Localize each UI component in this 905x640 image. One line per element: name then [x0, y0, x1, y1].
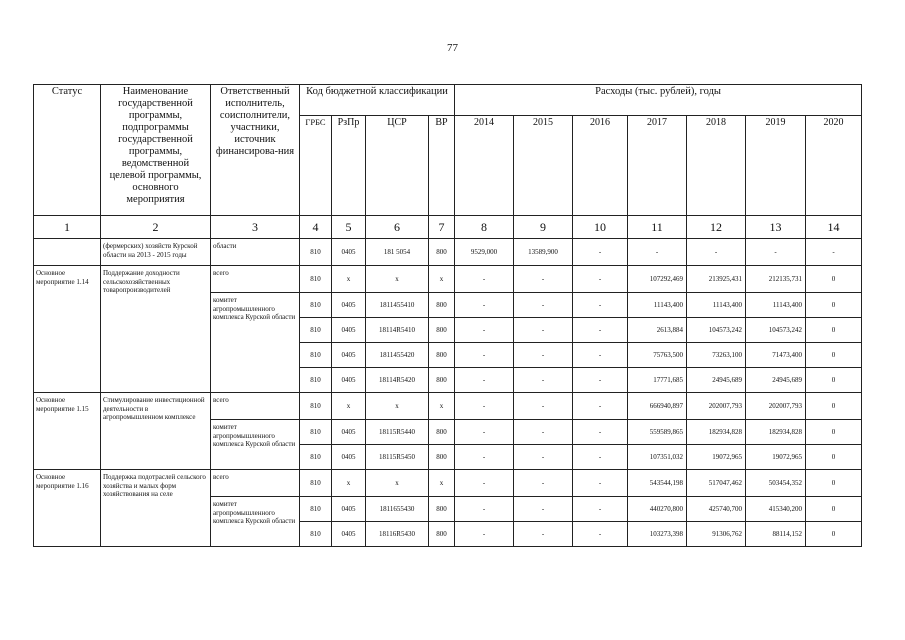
value-cell: 24945,689 [746, 368, 806, 393]
value-cell: - [573, 497, 628, 522]
responsible-cell: всего [211, 266, 300, 293]
value-cell: - [455, 497, 514, 522]
column-number: 8 [455, 216, 514, 239]
value-cell: 0 [806, 343, 862, 368]
vr-cell: х [429, 470, 455, 497]
status-cell: Основное мероприятие 1.14 [34, 266, 101, 393]
rzpr-cell: 0405 [332, 239, 366, 266]
value-cell: 559589,865 [628, 420, 687, 445]
value-cell: - [573, 522, 628, 547]
vr-cell: 800 [429, 522, 455, 547]
value-cell: 0 [806, 318, 862, 343]
value-cell: - [687, 239, 746, 266]
rzpr-cell: 0405 [332, 368, 366, 393]
vr-cell: 800 [429, 368, 455, 393]
value-cell: 213925,431 [687, 266, 746, 293]
rzpr-cell: х [332, 266, 366, 293]
value-cell: - [514, 368, 573, 393]
csr-cell: х [366, 470, 429, 497]
value-cell: 107351,032 [628, 445, 687, 470]
value-cell: 13589,900 [514, 239, 573, 266]
name-cell: (фермерских) хозяйств Курской области на 2013 - 2015 годы [101, 239, 211, 266]
value-cell: 212135,731 [746, 266, 806, 293]
value-cell: - [573, 420, 628, 445]
rzpr-cell: 0405 [332, 497, 366, 522]
csr-cell: х [366, 266, 429, 293]
table-row [34, 393, 862, 420]
name-cell: Поддержка подотраслей сельского хозяйства и малых форм хозяйствования на селе [101, 470, 211, 547]
responsible-cell: всего [211, 393, 300, 420]
value-cell: - [514, 318, 573, 343]
value-cell: 2613,884 [628, 318, 687, 343]
table-row [34, 239, 862, 266]
rzpr-cell: 0405 [332, 420, 366, 445]
column-number: 14 [806, 216, 862, 239]
rzpr-cell: х [332, 393, 366, 420]
value-cell: 91306,762 [687, 522, 746, 547]
value-cell: 104573,242 [746, 318, 806, 343]
header-status: Статус [34, 85, 101, 216]
value-cell: - [573, 470, 628, 497]
value-cell: - [455, 343, 514, 368]
column-number: 6 [366, 216, 429, 239]
status-cell: Основное мероприятие 1.15 [34, 393, 101, 470]
value-cell: 425740,700 [687, 497, 746, 522]
column-number: 9 [514, 216, 573, 239]
grbs-cell: 810 [300, 266, 332, 293]
value-cell: 11143,400 [746, 293, 806, 318]
status-cell: Основное мероприятие 1.16 [34, 470, 101, 547]
vr-cell: 800 [429, 343, 455, 368]
column-number: 10 [573, 216, 628, 239]
page-number: 77 [447, 42, 458, 54]
value-cell: 0 [806, 393, 862, 420]
rzpr-cell: х [332, 470, 366, 497]
value-cell: - [573, 318, 628, 343]
header-code-group: Код бюджетной классификации [300, 85, 455, 116]
header-year: 2020 [806, 116, 862, 216]
name-cell: Поддержание доходности сельскохозяйственных товаропроизводителей [101, 266, 211, 393]
column-number: 13 [746, 216, 806, 239]
responsible-cell: всего [211, 470, 300, 497]
header-year: 2017 [628, 116, 687, 216]
rzpr-cell: 0405 [332, 293, 366, 318]
header-year: 2016 [573, 116, 628, 216]
value-cell: 24945,689 [687, 368, 746, 393]
value-cell: - [628, 239, 687, 266]
value-cell: 11143,400 [628, 293, 687, 318]
csr-cell: 181 5054 [366, 239, 429, 266]
value-cell: 517047,462 [687, 470, 746, 497]
responsible-cell: комитет агропромышленного комплекса Курской области [211, 497, 300, 547]
vr-cell: х [429, 393, 455, 420]
value-cell: - [455, 522, 514, 547]
value-cell: - [514, 420, 573, 445]
csr-cell: 18115R5440 [366, 420, 429, 445]
responsible-cell: комитет агропромышленного комплекса Курской области [211, 420, 300, 470]
header-rzpr: РзПр [332, 116, 366, 216]
rzpr-cell: 0405 [332, 343, 366, 368]
vr-cell: х [429, 266, 455, 293]
table-row [34, 470, 862, 497]
csr-cell: 1811655430 [366, 497, 429, 522]
value-cell: - [573, 445, 628, 470]
value-cell: 0 [806, 420, 862, 445]
vr-cell: 800 [429, 420, 455, 445]
value-cell: - [514, 293, 573, 318]
csr-cell: х [366, 393, 429, 420]
value-cell: 17771,685 [628, 368, 687, 393]
value-cell: 75763,500 [628, 343, 687, 368]
grbs-cell: 810 [300, 293, 332, 318]
value-cell: 415340,200 [746, 497, 806, 522]
value-cell: 202007,793 [687, 393, 746, 420]
column-number: 1 [34, 216, 101, 239]
grbs-cell: 810 [300, 522, 332, 547]
value-cell: 73263,100 [687, 343, 746, 368]
value-cell: 503454,352 [746, 470, 806, 497]
header-csr: ЦСР [366, 116, 429, 216]
value-cell: - [514, 522, 573, 547]
value-cell: - [514, 470, 573, 497]
value-cell: - [455, 470, 514, 497]
vr-cell: 800 [429, 239, 455, 266]
grbs-cell: 810 [300, 470, 332, 497]
csr-cell: 1811455410 [366, 293, 429, 318]
header-year: 2018 [687, 116, 746, 216]
grbs-cell: 810 [300, 343, 332, 368]
header-responsible: Ответственный исполнитель, соисполнители, участники, источник финансирова-ния [211, 85, 300, 216]
grbs-cell: 810 [300, 420, 332, 445]
vr-cell: 800 [429, 445, 455, 470]
grbs-cell: 810 [300, 239, 332, 266]
value-cell: - [573, 239, 628, 266]
value-cell: 0 [806, 470, 862, 497]
value-cell: - [455, 368, 514, 393]
value-cell: 103273,398 [628, 522, 687, 547]
column-number: 5 [332, 216, 366, 239]
value-cell: - [455, 445, 514, 470]
header-grbs: ГРБС [300, 116, 332, 216]
value-cell: 19072,965 [746, 445, 806, 470]
grbs-cell: 810 [300, 393, 332, 420]
value-cell: - [514, 343, 573, 368]
column-number: 2 [101, 216, 211, 239]
header-vr: ВР [429, 116, 455, 216]
header-year: 2015 [514, 116, 573, 216]
csr-cell: 18114R5420 [366, 368, 429, 393]
value-cell: 182934,828 [746, 420, 806, 445]
csr-cell: 18115R5450 [366, 445, 429, 470]
column-number: 7 [429, 216, 455, 239]
grbs-cell: 810 [300, 368, 332, 393]
value-cell: - [514, 393, 573, 420]
status-cell [34, 239, 101, 266]
value-cell: 88114,152 [746, 522, 806, 547]
grbs-cell: 810 [300, 445, 332, 470]
value-cell: - [573, 266, 628, 293]
value-cell: - [455, 420, 514, 445]
vr-cell: 800 [429, 497, 455, 522]
value-cell: - [573, 293, 628, 318]
name-cell: Стимулирование инвестиционной деятельности в агропромышленном комплексе [101, 393, 211, 470]
header-year: 2014 [455, 116, 514, 216]
header-expenses-group: Расходы (тыс. рублей), годы [455, 85, 862, 116]
value-cell: 202007,793 [746, 393, 806, 420]
value-cell: 9529,000 [455, 239, 514, 266]
rzpr-cell: 0405 [332, 522, 366, 547]
value-cell: 0 [806, 266, 862, 293]
value-cell: 543544,198 [628, 470, 687, 497]
column-number: 3 [211, 216, 300, 239]
value-cell: 0 [806, 497, 862, 522]
column-numbers-row [34, 216, 862, 239]
header-name: Наименование государственной программы, подпрограммы государственной программы, ведомственной целевой программы, основного мероприятия [101, 85, 211, 216]
value-cell: 107292,469 [628, 266, 687, 293]
value-cell: - [514, 445, 573, 470]
csr-cell: 18114R5410 [366, 318, 429, 343]
column-number: 11 [628, 216, 687, 239]
value-cell: - [514, 497, 573, 522]
value-cell: - [455, 266, 514, 293]
value-cell: - [455, 293, 514, 318]
budget-table [33, 84, 862, 547]
value-cell: 0 [806, 522, 862, 547]
table-row [34, 266, 862, 293]
header-year: 2019 [746, 116, 806, 216]
responsible-cell: области [211, 239, 300, 266]
value-cell: - [455, 318, 514, 343]
column-number: 4 [300, 216, 332, 239]
value-cell: 71473,400 [746, 343, 806, 368]
csr-cell: 1811455420 [366, 343, 429, 368]
vr-cell: 800 [429, 318, 455, 343]
vr-cell: 800 [429, 293, 455, 318]
value-cell: - [806, 239, 862, 266]
value-cell: 0 [806, 445, 862, 470]
value-cell: 440270,800 [628, 497, 687, 522]
value-cell: 182934,828 [687, 420, 746, 445]
csr-cell: 18116R5430 [366, 522, 429, 547]
value-cell: - [455, 393, 514, 420]
value-cell: - [573, 368, 628, 393]
value-cell: - [573, 393, 628, 420]
column-number: 12 [687, 216, 746, 239]
value-cell: - [514, 266, 573, 293]
responsible-cell: комитет агропромышленного комплекса Курской области [211, 293, 300, 393]
value-cell: 11143,400 [687, 293, 746, 318]
value-cell: 19072,965 [687, 445, 746, 470]
value-cell: 666940,897 [628, 393, 687, 420]
value-cell: 0 [806, 293, 862, 318]
grbs-cell: 810 [300, 497, 332, 522]
value-cell: - [573, 343, 628, 368]
rzpr-cell: 0405 [332, 318, 366, 343]
value-cell: - [746, 239, 806, 266]
value-cell: 104573,242 [687, 318, 746, 343]
rzpr-cell: 0405 [332, 445, 366, 470]
grbs-cell: 810 [300, 318, 332, 343]
value-cell: 0 [806, 368, 862, 393]
